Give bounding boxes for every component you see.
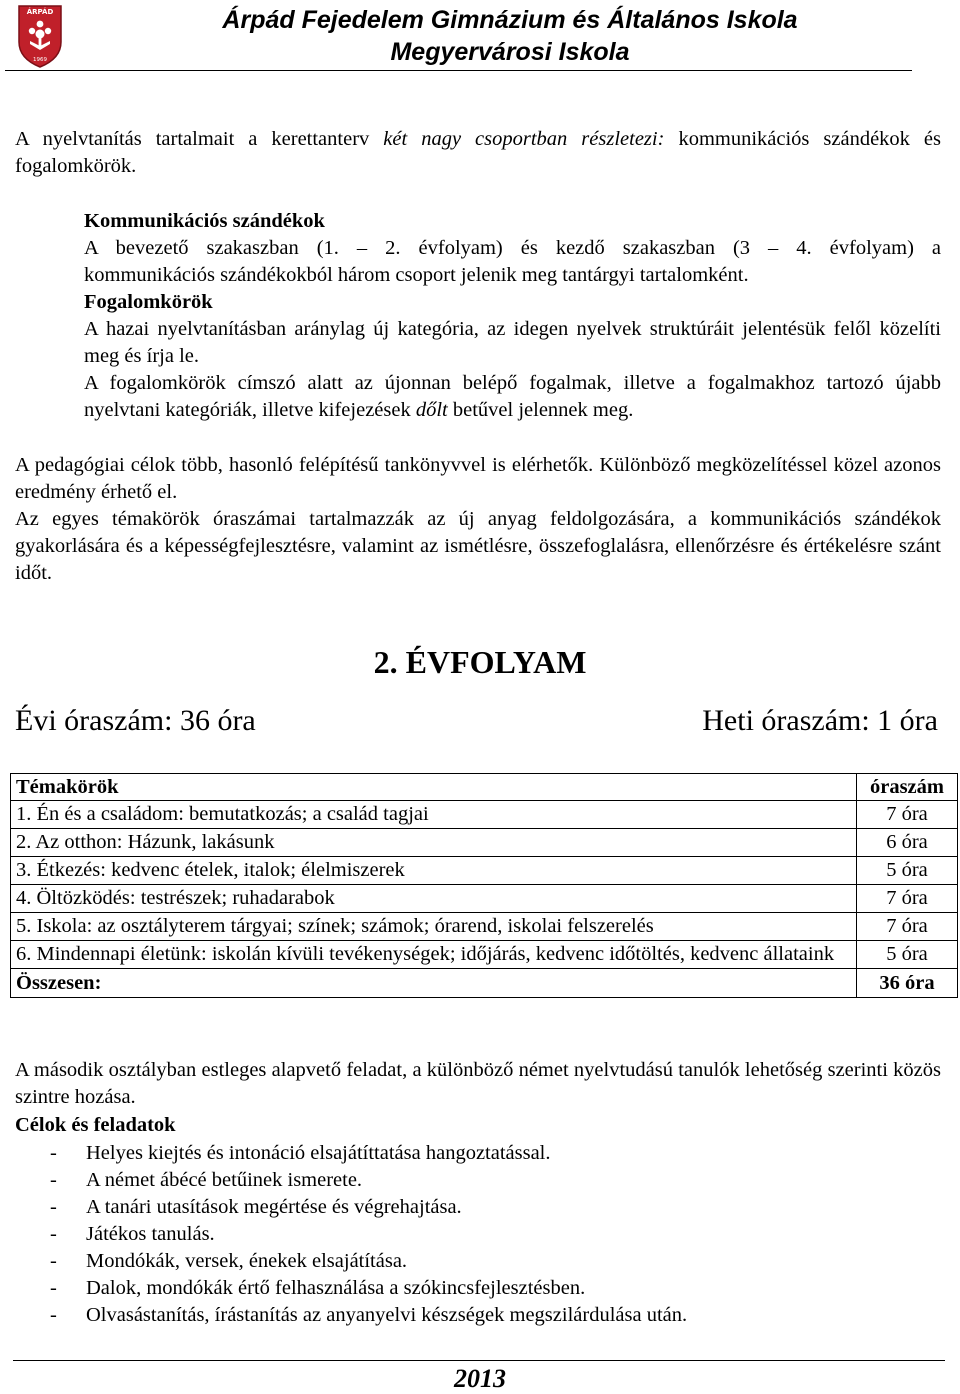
list-item: [50, 1248, 687, 1275]
fogalom-paragraph-2: A fogalomkörök címszó alatt az újonnan belépő fogalmak, illetve a fogalmakhoz tartozó újabb nyelvtani kategóriák, illetve kifejezések dőlt betűvel jelennek meg.: [84, 372, 941, 421]
table-row: [11, 829, 958, 857]
topic-cell: 5. Iskola: az osztályterem tárgyai; színek; számok; órarend, iskolai felszerelés: [11, 913, 857, 941]
bullet-dash: -: [50, 1250, 57, 1272]
svg-text:1969: 1969: [33, 57, 47, 63]
yearly-hours: Évi óraszám: 36 óra: [15, 704, 256, 737]
grade-title: 2. ÉVFOLYAM: [373, 644, 587, 680]
hours-cell: 7 óra: [857, 801, 958, 829]
goals-heading: Célok és feladatok: [15, 1114, 176, 1136]
list-item-text: Játékos tanulás.: [86, 1223, 215, 1245]
list-item-text: A tanári utasítások megértése és végrehajtása.: [86, 1196, 462, 1218]
table-row: [11, 885, 958, 913]
hours-cell: 7 óra: [857, 885, 958, 913]
bullet-dash: -: [50, 1142, 57, 1164]
komm-line2: kommunikációs szándékokból három csoport jelenik meg tantárgyi tartalomként.: [84, 264, 749, 286]
table-header-row: [11, 774, 958, 801]
fogalom-paragraph-1: A hazai nyelvtanításban aránylag új kategória, az idegen nyelvek struktúráit jelentésük felől közelíti meg és írja le.: [84, 318, 941, 367]
list-item: [50, 1275, 687, 1302]
header-hours: óraszám: [857, 774, 958, 801]
second-class-paragraph: A második osztályban estleges alapvető feladat, a különböző német nyelvtudású tanulók lehetőség szerinti közös szintre hozása.: [15, 1059, 941, 1108]
school-name-line1: Árpád Fejedelem Gimnázium és Általános Iskola: [222, 6, 798, 34]
bullet-dash: -: [50, 1169, 57, 1191]
hours-cell: 5 óra: [857, 857, 958, 885]
table-total-row: [11, 969, 958, 998]
komm-heading: Kommunikációs szándékok: [84, 210, 325, 232]
svg-text:ÁRPÁD: ÁRPÁD: [26, 8, 54, 16]
table-row: [11, 857, 958, 885]
pedagogia-paragraph-2: Az egyes témakörök óraszámai tartalmazzák az új anyag feldolgozására, a kommunikációs szándékok gyakorlására és a képességfejlesztésre, valamint az ismétlésre, összefoglalásra, ellenőrzésre és értékelésre szánt időt.: [15, 508, 941, 584]
komm-line1: A bevezető szakaszban (1. – 2. évfolyam) és kezdő szakaszban (3 – 4. évfolyam) a: [84, 237, 941, 259]
total-label: Összesen:: [11, 969, 857, 998]
topic-cell: 6. Mindennapi életünk: iskolán kívüli tevékenységek; időjárás, kedvenc időtöltés, kedvenc állataink: [11, 941, 857, 969]
topic-cell: 2. Az otthon: Házunk, lakásunk: [11, 829, 857, 857]
topic-cell: 4. Öltözködés: testrészek; ruhadarabok: [11, 885, 857, 913]
list-item: [50, 1140, 687, 1167]
weekly-hours: Heti óraszám: 1 óra: [702, 704, 938, 737]
total-hours: 36 óra: [857, 969, 958, 998]
header-topics: Témakörök: [11, 774, 857, 801]
school-crest-logo: [17, 4, 63, 68]
pedagogia-paragraph-1: A pedagógiai célok több, hasonló felépítésű tankönyvvel is elérhetők. Különböző megközelítéssel közel azonos eredmény érhető el.: [15, 454, 941, 503]
list-item-text: Dalok, mondókák értő felhasználása a szókincsfejlesztésben.: [86, 1277, 586, 1299]
fogalom-heading: Fogalomkörök: [84, 291, 213, 313]
goals-list: [50, 1140, 687, 1329]
list-item-text: A német ábécé betűinek ismerete.: [86, 1169, 363, 1191]
hours-cell: 5 óra: [857, 941, 958, 969]
topic-cell: 3. Étkezés: kedvenc ételek, italok; élelmiszerek: [11, 857, 857, 885]
hours-cell: 6 óra: [857, 829, 958, 857]
list-item: [50, 1167, 687, 1194]
bullet-dash: -: [50, 1304, 57, 1326]
school-name-line2: Megyervárosi Iskola: [390, 38, 630, 66]
footer-year: 2013: [454, 1364, 506, 1393]
bullet-dash: -: [50, 1196, 57, 1218]
table-row: [11, 941, 958, 969]
table-row: [11, 913, 958, 941]
header-divider: [5, 70, 912, 71]
bullet-dash: -: [50, 1223, 57, 1245]
list-item-text: Helyes kiejtés és intonáció elsajátíttatása hangoztatással.: [86, 1142, 551, 1164]
list-item-text: Olvasástanítás, írástanítás az anyanyelvi készségek megszilárdulása után.: [86, 1304, 688, 1326]
topic-cell: 1. Én és a családom: bemutatkozás; a család tagjai: [11, 801, 857, 829]
hours-cell: 7 óra: [857, 913, 958, 941]
list-item-text: Mondókák, versek, énekek elsajátítása.: [86, 1250, 408, 1272]
page-header: [0, 0, 960, 72]
intro-paragraph: A nyelvtanítás tartalmait a kerettanterv két nagy csoportban részletezi: kommunikációs szándékok és fogalomkörök.: [15, 128, 942, 177]
list-item: [50, 1302, 687, 1329]
footer-divider: [13, 1360, 945, 1361]
bullet-dash: -: [50, 1277, 57, 1299]
topics-table: [10, 773, 958, 998]
list-item: [50, 1221, 687, 1248]
table-row: [11, 801, 958, 829]
list-item: [50, 1194, 687, 1221]
